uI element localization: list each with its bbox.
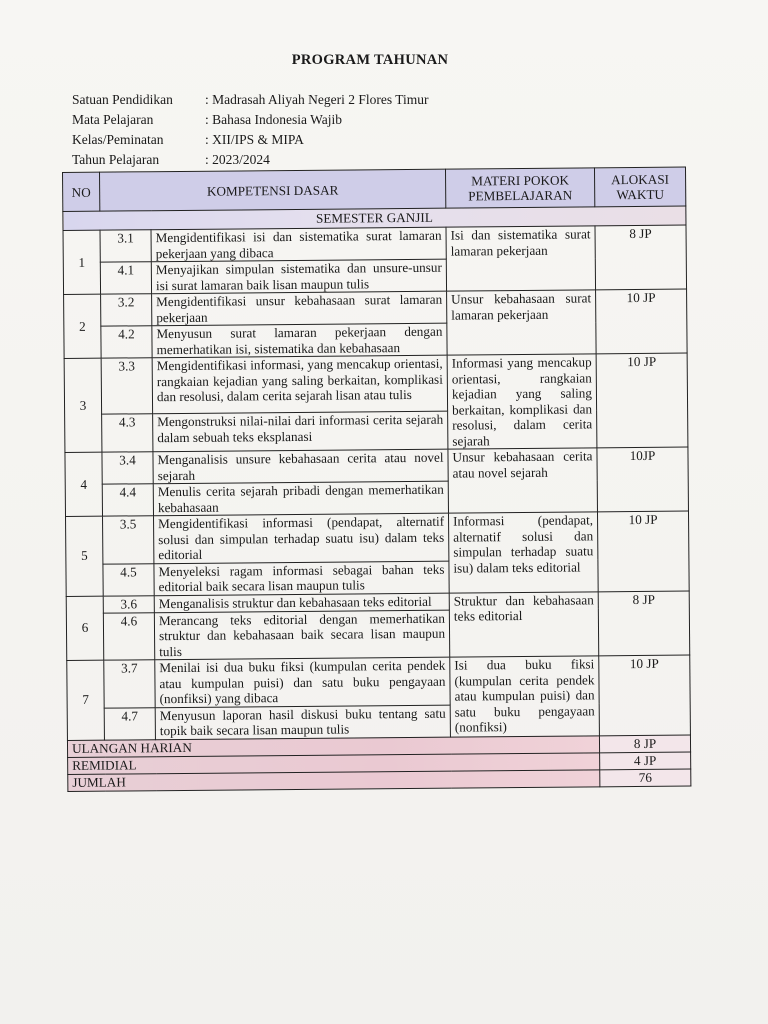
kd-text: Mengidentifikasi informasi (pendapat, alternatif solusi dan simpulan terhadap suatu isu) dalam teks editorial [154, 513, 449, 563]
kd-text: Mengonstruksi nilai-nilai dari informasi cerita sejarah dalam sebuah teks eksplanasi [153, 411, 448, 451]
semester-label: SEMESTER GANJIL [63, 206, 686, 230]
row-number: 7 [67, 660, 105, 740]
materi-pokok: Isi dua buku fiksi (kumpulan cerita pendek atau kumpulan puisi) dan satu buku pengayaan (nonfiksi) [450, 656, 600, 737]
row-number: 4 [65, 452, 103, 516]
row-number: 6 [66, 596, 104, 661]
table-row [64, 289, 687, 326]
info-label: Satuan Pendidikan [72, 92, 173, 107]
footer-label: ULANGAN HARIAN [67, 735, 599, 757]
kd-code: 4.3 [102, 414, 153, 452]
table-row [63, 225, 686, 262]
header-materi [445, 168, 594, 208]
alokasi-waktu: 10 JP [596, 353, 688, 448]
row-number: 2 [64, 294, 102, 358]
kd-text: Menganalisis struktur dan kebahasaan teks editorial [154, 593, 449, 613]
page-title: PROGRAM TAHUNAN [291, 52, 449, 68]
kd-text: Menulis cerita sejarah pribadi dengan memerhatikan kebahasaan [153, 481, 448, 516]
header-no: NO [63, 172, 100, 211]
materi-pokok: Isi dan sistematika surat lamaran pekerjaan [446, 226, 596, 291]
table-row [66, 511, 689, 564]
kd-code: 4.7 [104, 707, 155, 739]
footer-value: 76 [600, 769, 691, 787]
table-row [65, 447, 688, 484]
header-alokasi [594, 167, 685, 207]
alokasi-waktu: 10 JP [599, 655, 691, 735]
materi-pokok: Unsur kebahasaan cerita atau novel sejarah [448, 448, 598, 513]
kd-text: Menyusun laporan hasil diskusi buku tentang satu topik baik secara lisan maupun tulis [155, 705, 450, 740]
info-label: Tahun Pelajaran [72, 152, 160, 167]
info-row [72, 130, 428, 150]
kd-text: Mengidentifikasi unsur kebahasaan surat lamaran pekerjaan [152, 291, 447, 326]
info-value: : XII/IPS & MIPA [205, 132, 304, 147]
header-materi-line1: MATERI POKOK [471, 172, 570, 189]
footer-label: REMIDIAL [68, 752, 600, 774]
alokasi-waktu: 8 JP [595, 225, 687, 290]
alokasi-waktu: 10JP [597, 447, 689, 512]
kd-code: 4.2 [101, 326, 152, 358]
alokasi-waktu: 8 JP [598, 591, 690, 656]
kd-text: Mengidentifikasi isi dan sistematika surat lamaran pekerjaan yang dibaca [151, 227, 446, 262]
kd-code: 4.1 [100, 262, 151, 294]
table-header-row [63, 167, 686, 211]
kd-text: Menilai isi dua buku fiksi (kumpulan cerita pendek atau kumpulan puisi) dan satu buku pengayaan (nonfiksi) yang dibaca [155, 657, 450, 707]
kd-text: Menganalisis unsure kebahasaan cerita atau novel sejarah [153, 449, 448, 484]
row-number: 1 [63, 230, 101, 294]
kd-code: 3.1 [100, 230, 151, 262]
materi-pokok: Informasi (pendapat, alternatif solusi dan simpulan terhadap suatu isu) dalam teks editorial [448, 512, 598, 593]
info-value: : 2023/2024 [205, 152, 270, 167]
kd-code: 4.4 [102, 484, 153, 516]
table-row [67, 655, 690, 708]
footer-value: 8 JP [599, 735, 690, 753]
info-value: : Bahasa Indonesia Wajib [205, 112, 343, 127]
kd-code: 3.3 [101, 358, 152, 415]
kd-code: 3.4 [102, 452, 153, 484]
header-alokasi-line1: ALOKASI [611, 171, 670, 188]
kd-text: Menyeleksi ragam informasi sebagai bahan teks editorial baik secara lisan maupun tulis [154, 561, 449, 596]
info-label: Mata Pelajaran [72, 112, 154, 127]
info-row [72, 90, 428, 110]
kd-text: Menyusun surat lamaran pekerjaan dengan memerhatikan isi, sistematika dan kebahasaan [152, 323, 447, 358]
kd-code: 3.2 [101, 294, 152, 326]
info-row [72, 110, 428, 130]
alokasi-waktu: 10 JP [597, 511, 689, 591]
header-alokasi-line2: WAKTU [616, 186, 665, 203]
kd-code: 3.5 [103, 516, 154, 564]
table-row [64, 353, 687, 415]
materi-pokok: Unsur kebahasaan surat lamaran pekerjaan [447, 290, 597, 355]
kd-text: Merancang teks editorial dengan memerhatikan struktur dan kebahasaan baik secara lisan maupun tulis [154, 610, 449, 660]
header-materi-line2: PEMBELAJARAN [468, 187, 573, 204]
footer-value: 4 JP [600, 752, 691, 770]
info-value: : Madrasah Aliyah Negeri 2 Flores Timur [205, 92, 429, 107]
materi-pokok: Informasi yang mencakup orientasi, rangkaian kejadian yang saling berkaitan, komplikasi dan resolusi, dalam cerita sejarah [447, 354, 597, 449]
alokasi-waktu: 10 JP [596, 289, 688, 354]
kd-code: 4.5 [103, 563, 154, 595]
kd-code: 3.6 [103, 595, 154, 612]
header-kompetensi-dasar: KOMPETENSI DASAR [100, 169, 446, 211]
info-row [72, 150, 428, 170]
footer-label: JUMLAH [68, 769, 600, 791]
materi-pokok: Struktur dan kebahasaan teks editorial [449, 591, 599, 657]
info-block [72, 90, 428, 170]
info-label: Kelas/Peminatan [72, 132, 164, 147]
program-table [62, 167, 691, 792]
kd-code: 4.6 [103, 612, 154, 660]
kd-text: Menyajikan simpulan sistematika dan unsure-unsur isi surat lamaran baik lisan maupun tulis [151, 259, 446, 294]
row-number: 3 [64, 358, 102, 452]
kd-text: Mengidentifikasi informasi, yang mencakup orientasi, rangkaian kejadian yang saling berkaitan, komplikasi dan resolusi, dalam cerita sejarah lisan atau tulis [152, 355, 447, 414]
kd-code: 3.7 [104, 660, 155, 708]
row-number: 5 [66, 516, 104, 596]
